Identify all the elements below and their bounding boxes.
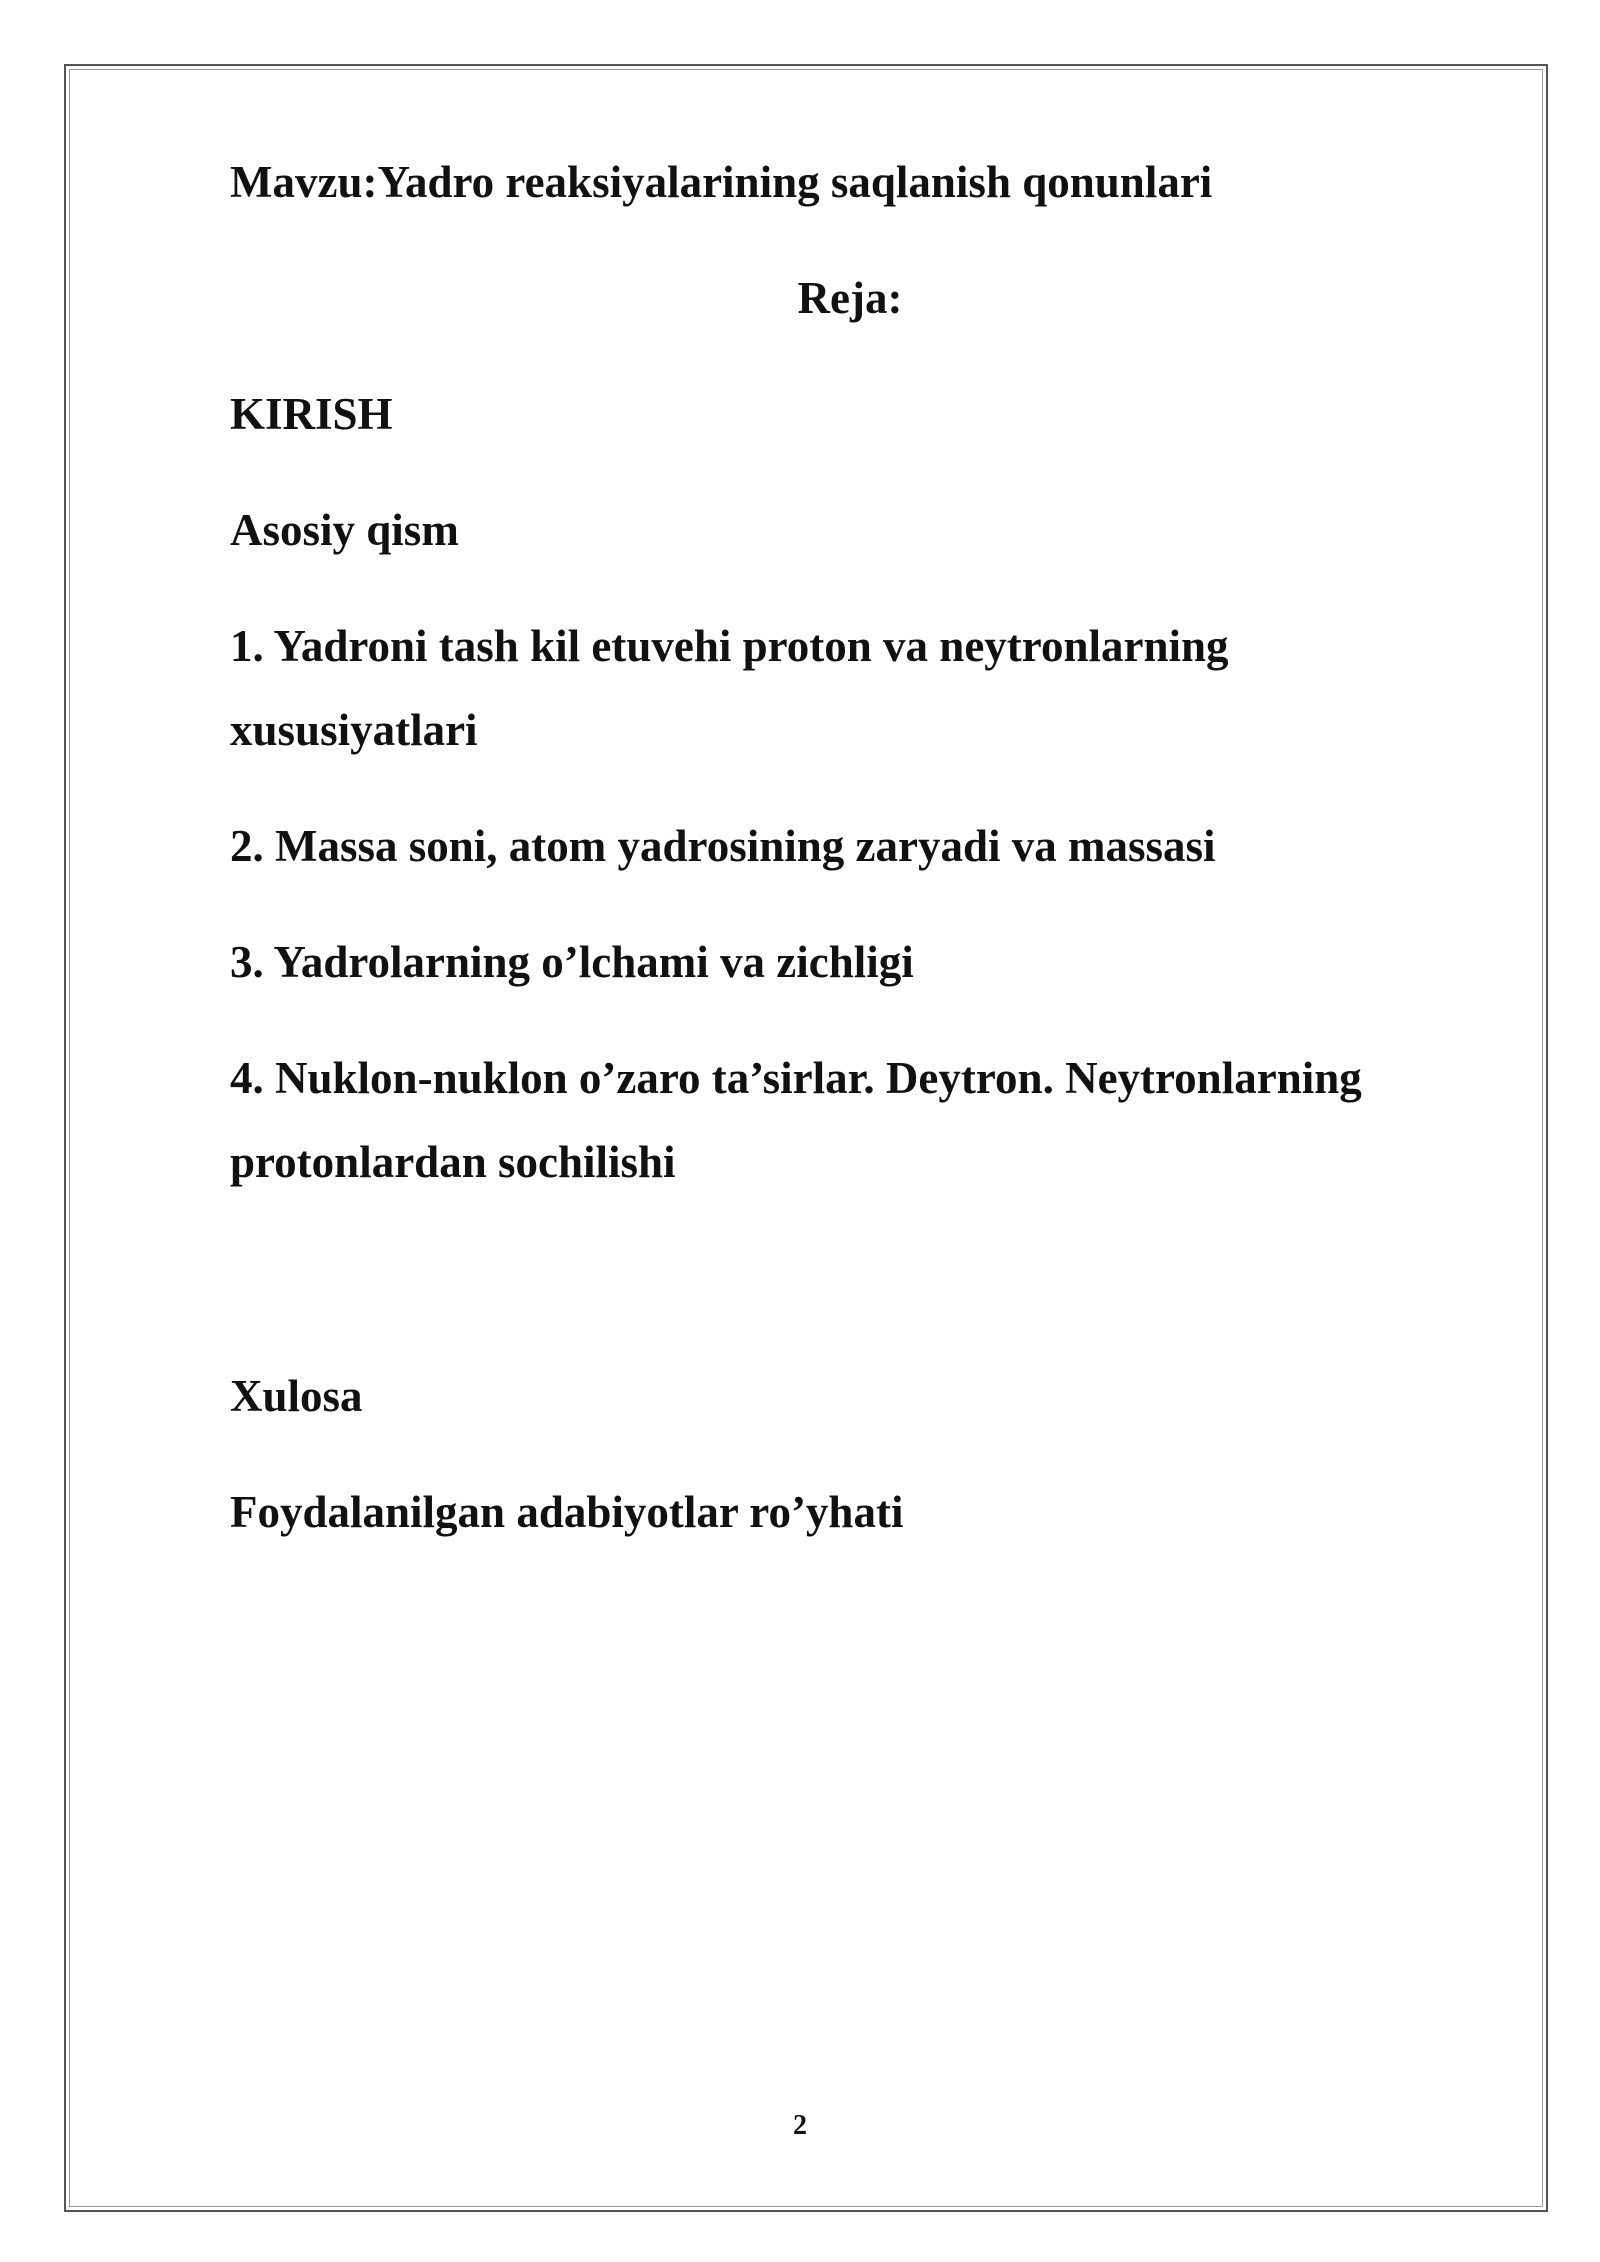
- topic-title: Mavzu:Yadro reaksiyalarining saqlanish qonunlari: [230, 157, 1213, 207]
- plan-item-1: 1. Yadroni tash kil etuvehi proton va neytronlarning xususiyatlari: [230, 621, 1229, 755]
- spacer: [230, 1236, 1470, 1354]
- section-references: Foydalanilgan adabiyotlar ro’yhati: [230, 1487, 904, 1537]
- plan-heading: Reja:: [797, 273, 903, 323]
- plan-item-4: 4. Nuklon-nuklon o’zaro ta’sirlar. Deytron. Neytronlarning protonlardan sochilishi: [230, 1053, 1362, 1187]
- section-intro: KIRISH: [230, 389, 393, 439]
- section-main-part: Asosiy qism: [230, 505, 459, 555]
- page-number: 2: [793, 2110, 807, 2141]
- plan-item-2: 2. Massa soni, atom yadrosining zaryadi va massasi: [230, 821, 1216, 871]
- document-body: [230, 140, 1470, 1586]
- section-conclusion: Xulosa: [230, 1371, 363, 1421]
- plan-item-3: 3. Yadrolarning o’lchami va zichligi: [230, 937, 914, 987]
